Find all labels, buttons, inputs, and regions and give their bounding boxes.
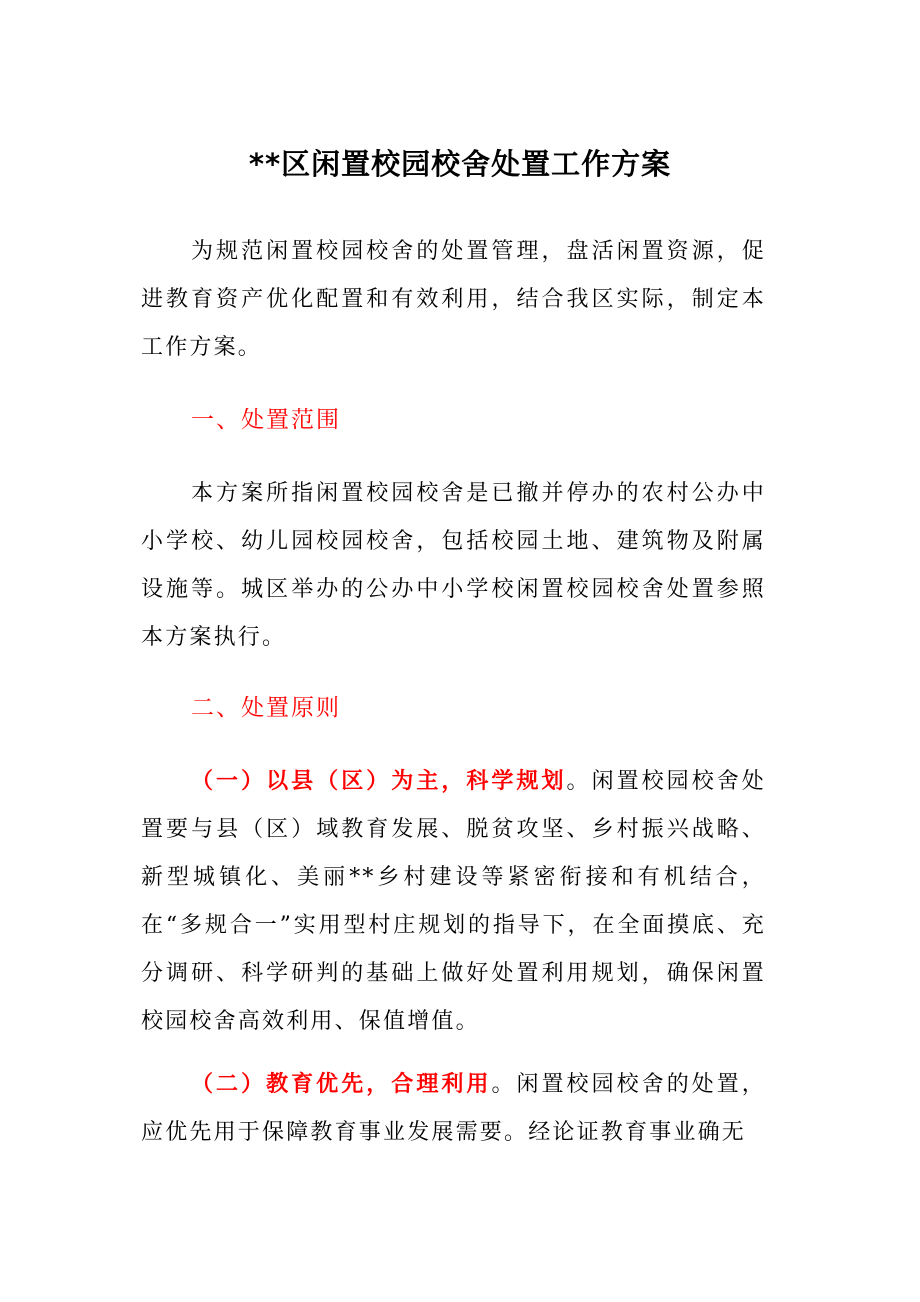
principle-text-1: 。闲置校园校舍处置要与县（区）域教育发展、脱贫攻坚、乡村振兴战略、新型城镇化、美丽**乡村建设等紧密衔接和有机结合，在“多规合一”实用型村庄规划的指导下，在全面摸底、充分调研、科学研判的基础上做好处置利用规划，确保闲置校园校舍高效利用、保值增值。 [141,769,766,1034]
document-title: **区闲置校园校舍处置工作方案 [248,147,672,181]
intro-paragraph: 为规范闲置校园校舍的处置管理，盘活闲置资源，促进教育资产优化配置和有效利用，结合我区实际，制定本工作方案。 [141,239,766,360]
principle-paragraph-1 [141,758,766,1046]
section-heading-principles: 二、处置原则 [191,695,341,721]
principle-label-1: （一）以县（区）为主，科学规划 [191,769,567,794]
scope-paragraph: 本方案所指闲置校园校舍是已撤并停办的农村公办中小学校、幼儿园校园校舍，包括校园土地、建筑物及附属设施等。城区举办的公办中小学校闲置校园校舍处置参照本方案执行。 [141,481,766,650]
principle-paragraph-2 [141,1061,766,1157]
principle-label-2: （二）教育优先，合理利用 [191,1072,492,1097]
section-heading-scope: 一、处置范围 [191,407,341,433]
principle-text-2: 。闲置校园校舍的处置，应优先用于保障教育事业发展需要。经论证教育事业确无 [141,1072,766,1145]
